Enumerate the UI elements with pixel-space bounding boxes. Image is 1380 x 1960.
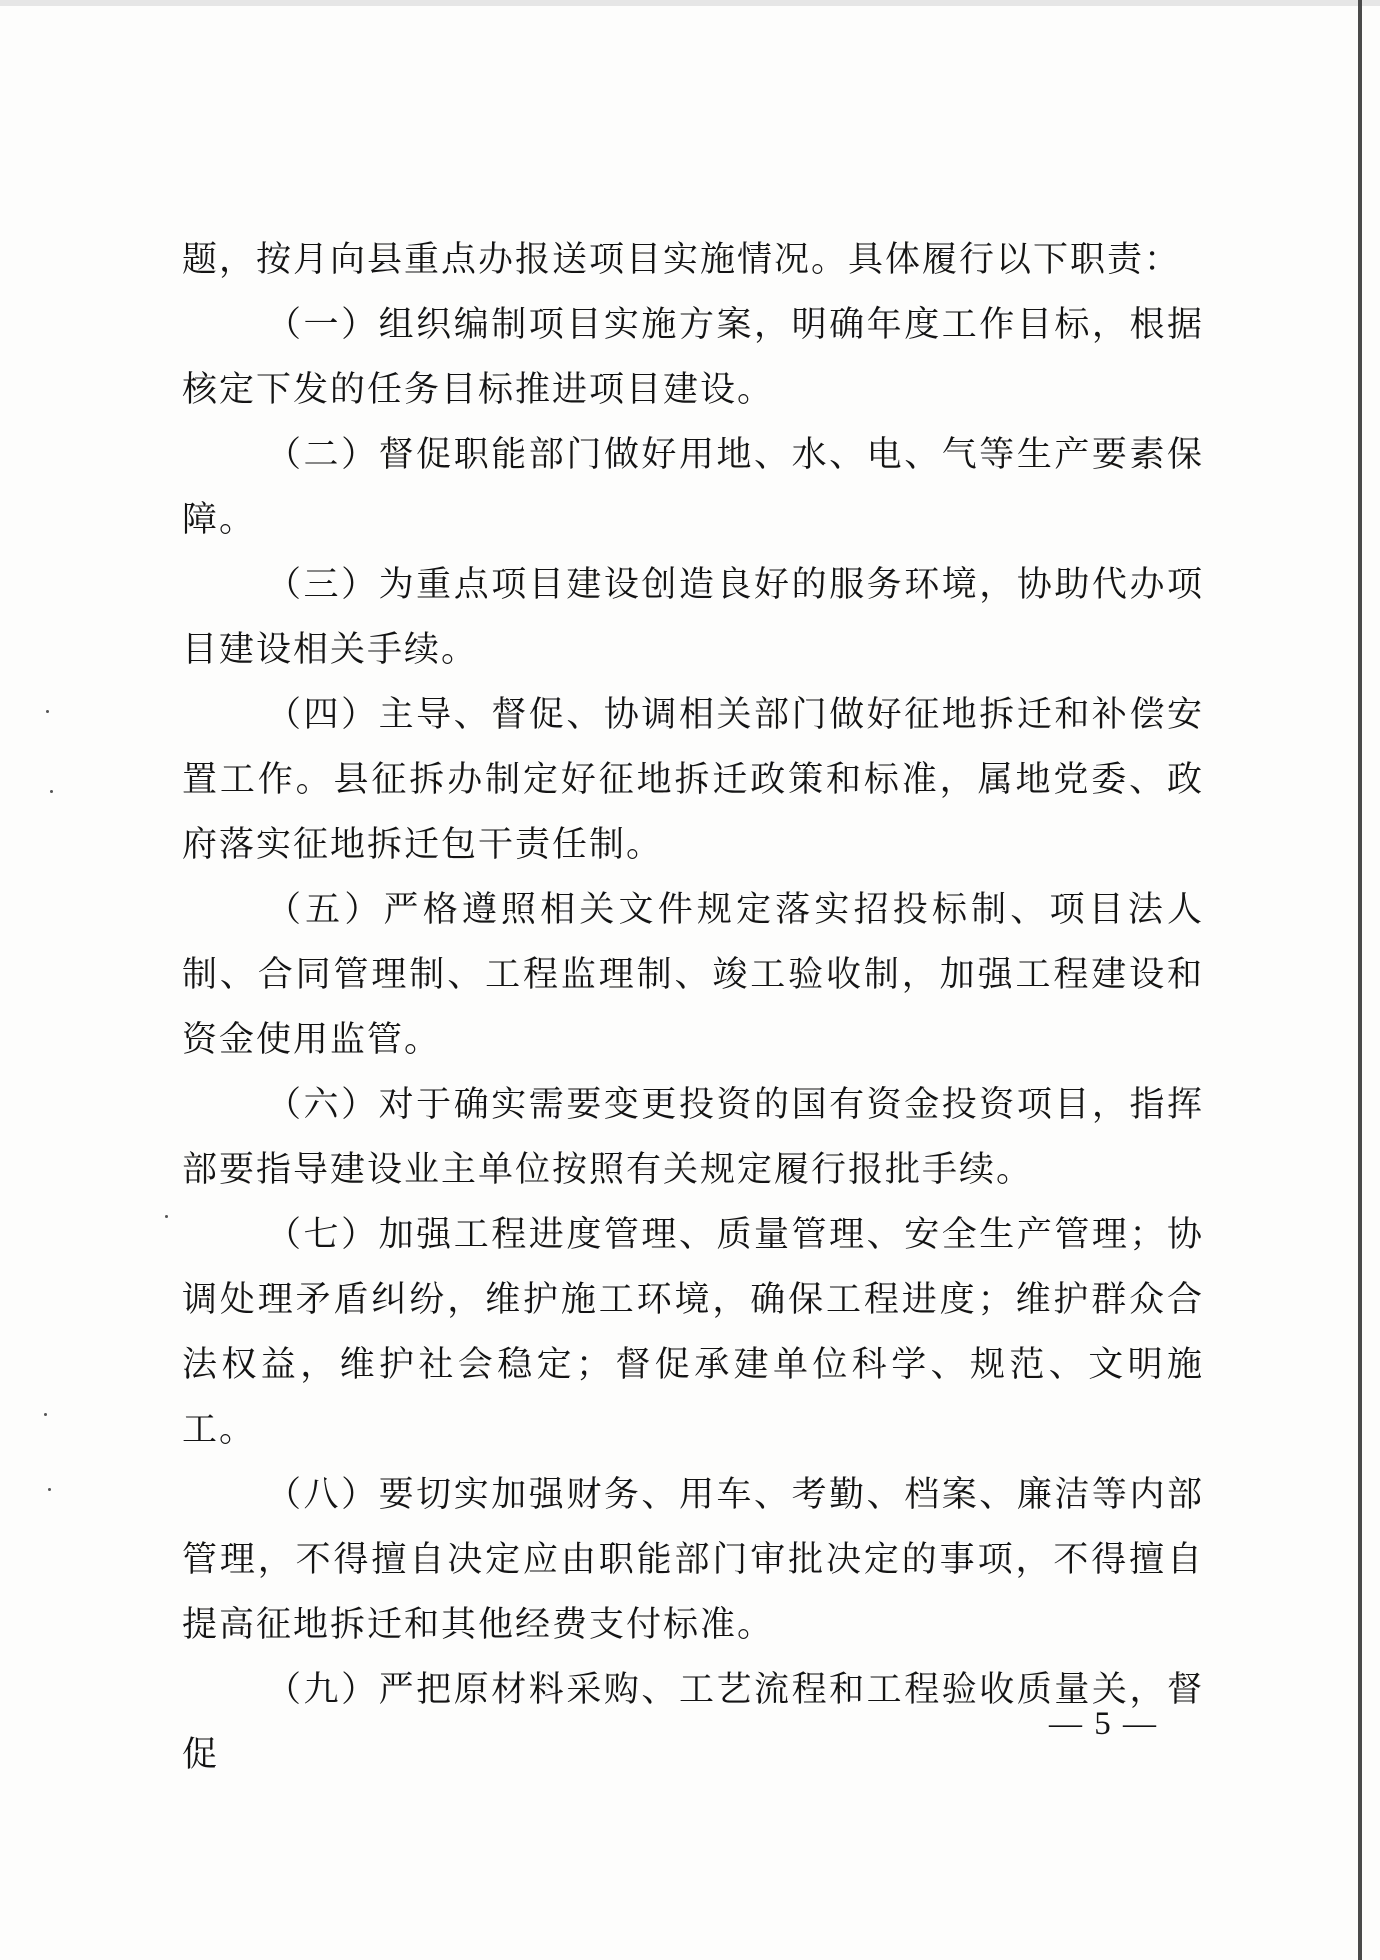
paragraph-item-7: （七）加强工程进度管理、质量管理、安全生产管理；协调处理矛盾纠纷，维护施工环境，确保工程进度；维护群众合法权益，维护社会稳定；督促承建单位科学、规范、文明施工。 (182, 1215, 1204, 1450)
scan-speck (48, 1488, 51, 1491)
paragraph-continuation: 题，按月向县重点办报送项目实施情况。具体履行以下职责： (182, 240, 1182, 280)
scan-speck (50, 790, 53, 793)
paragraph-item-9: （九）严把原材料采购、工艺流程和工程验收质量关，督促 (182, 1670, 1204, 1775)
paragraph-item-5: （五）严格遵照相关文件规定落实招投标制、项目法人制、合同管理制、工程监理制、竣工验收制，加强工程建设和资金使用监管。 (182, 890, 1204, 1060)
scan-top-edge (0, 0, 1380, 6)
paragraph-item-6: （六）对于确实需要变更投资的国有资金投资项目，指挥部要指导建设业主单位按照有关规定履行报批手续。 (182, 1085, 1204, 1190)
paragraph-item-1: （一）组织编制项目实施方案，明确年度工作目标，根据核定下发的任务目标推进项目建设。 (182, 305, 1204, 410)
document-body (182, 228, 1204, 1788)
paragraph-item-3: （三）为重点项目建设创造良好的服务环境，协助代办项目建设相关手续。 (182, 565, 1204, 670)
scan-right-edge (1358, 0, 1362, 1960)
scan-speck (44, 1413, 47, 1416)
paragraph-item-8: （八）要切实加强财务、用车、考勤、档案、廉洁等内部管理，不得擅自决定应由职能部门审批决定的事项，不得擅自提高征地拆迁和其他经费支付标准。 (182, 1475, 1204, 1645)
paragraph-item-2: （二）督促职能部门做好用地、水、电、气等生产要素保障。 (182, 435, 1204, 540)
scan-speck (46, 710, 49, 713)
paragraph-item-4: （四）主导、督促、协调相关部门做好征地拆迁和补偿安置工作。县征拆办制定好征地拆迁政策和标准，属地党委、政府落实征地拆迁包干责任制。 (182, 695, 1204, 865)
scan-speck (165, 1215, 168, 1218)
page-number: — 5 — (1049, 1706, 1158, 1742)
